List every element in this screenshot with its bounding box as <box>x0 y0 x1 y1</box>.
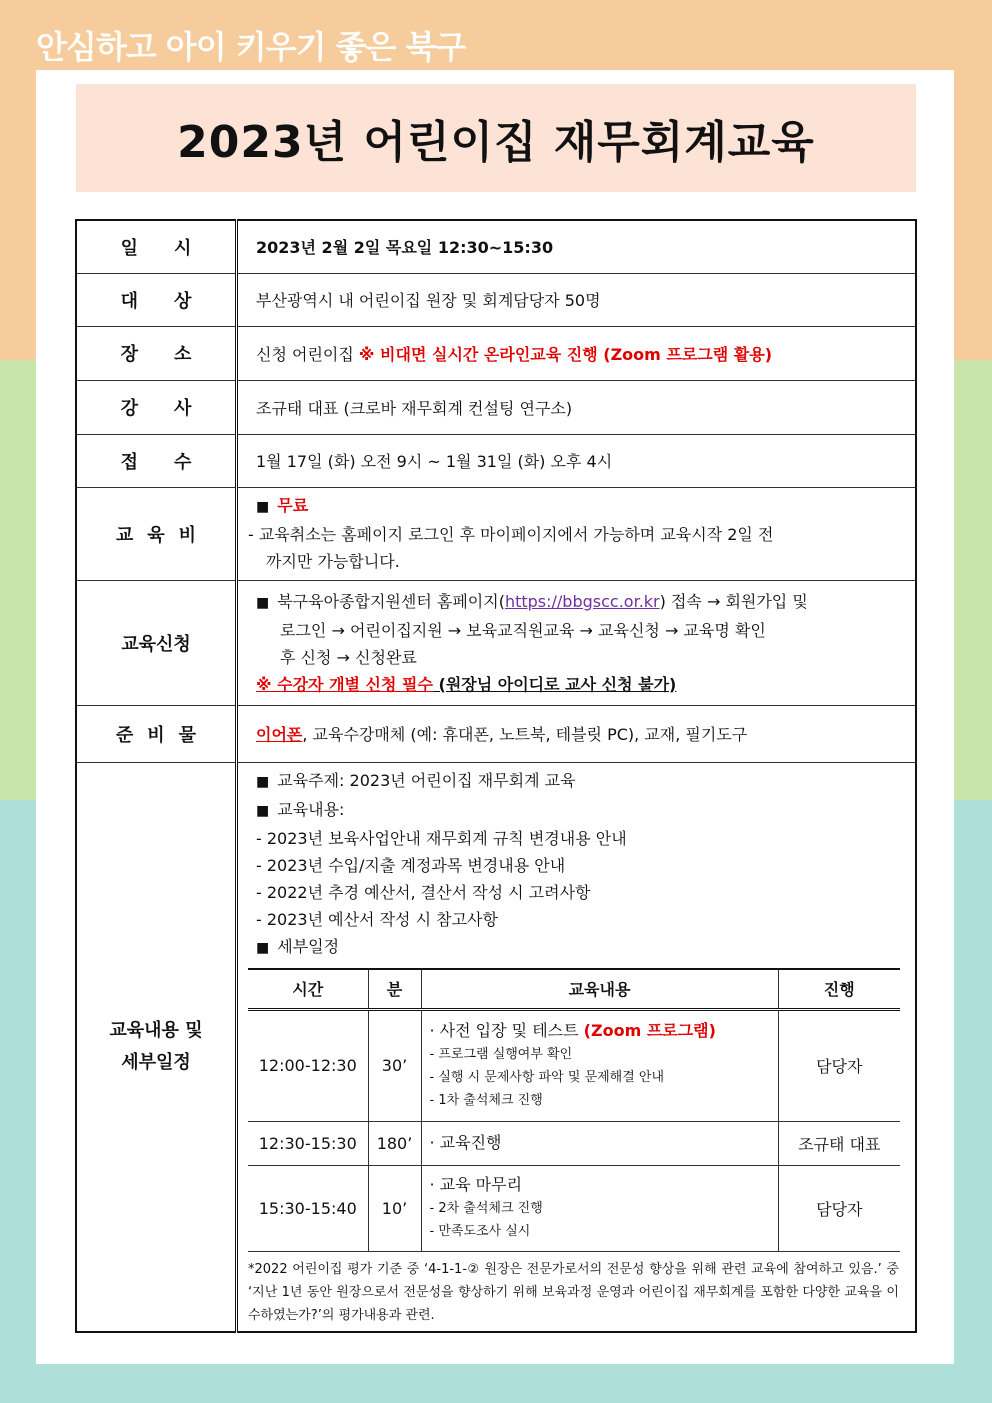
schedule-header-time: 시간 <box>248 969 368 1010</box>
schedule-header <box>248 969 900 1010</box>
value-reception: 1월 17일 (화) 오전 9시 ~ 1월 31일 (화) 오후 4시 <box>237 434 917 487</box>
content-item: - 2023년 보육사업안내 재무회계 규칙 변경내용 안내 <box>256 828 627 848</box>
fee-note-2: 까지만 가능합니다. <box>266 552 400 571</box>
title-box <box>76 84 916 192</box>
schedule-sub: - 1차 출석체크 진행 <box>429 1093 543 1108</box>
footnote: *2022 어린이집 평가 기준 중 ‘4-1-1-② 원장은 전문가로서의 전문성 향상을 위해 관련 교육에 참여하고 있음.’ 중 ‘지난 1년 동안 원장으로서 전문성을 향상하기 위해 보육과정 운영과 어린이집 재무회계를 포함한 다양한 교육을 이수하였는가?’의 평가내용과 관련. <box>248 1261 899 1323</box>
row-target <box>76 273 916 326</box>
row-content <box>76 762 916 1332</box>
square-bullet-icon: ■ <box>256 939 270 956</box>
apply-line2: 로그인 → 어린이집지원 → 보육교직원교육 → 교육신청 → 교육명 확인 <box>280 620 766 640</box>
schedule-main-red: (Zoom 프로그램) <box>583 1021 716 1040</box>
schedule-main: · 사전 입장 및 테스트 <box>429 1021 584 1040</box>
schedule-by: 담당자 <box>778 1165 900 1251</box>
label-content-2: 세부일정 <box>121 1051 191 1073</box>
content-item: - 2023년 수입/지출 계정과목 변경내용 안내 <box>256 855 566 875</box>
row-apply <box>76 580 916 705</box>
square-bullet-icon: ■ <box>256 773 270 790</box>
row-fee <box>76 487 916 580</box>
square-bullet-icon: ■ <box>256 594 270 611</box>
info-table <box>75 219 917 1333</box>
label-place: 장소 <box>76 326 237 380</box>
schedule-row <box>248 1165 900 1251</box>
value-fee <box>237 487 917 580</box>
schedule-time: 12:00-12:30 <box>248 1009 368 1121</box>
schedule-sub: - 실행 시 문제사항 파악 및 문제해결 안내 <box>429 1070 665 1085</box>
label-content <box>76 762 237 1332</box>
homepage-link[interactable]: https://bbgscc.or.kr <box>504 591 660 611</box>
schedule-min: 10’ <box>368 1165 421 1251</box>
schedule-by: 조규태 대표 <box>778 1121 900 1165</box>
fee-free: 무료 <box>277 496 309 515</box>
prep-rest: , 교육수강매체 (예: 휴대폰, 노트북, 테블릿 PC), 교재, 필기도구 <box>302 725 748 744</box>
label-target: 대상 <box>76 273 237 326</box>
prep-highlight: 이어폰 <box>256 725 303 744</box>
place-note: ※ 비대면 실시간 온라인교육 진행 (Zoom 프로그램 활용) <box>358 344 773 364</box>
row-instructor <box>76 380 916 434</box>
row-place <box>76 326 916 380</box>
schedule-time: 15:30-15:40 <box>248 1165 368 1251</box>
apply-warning: (원장님 아이디로 교사 신청 불가) <box>432 674 677 694</box>
value-date: 2023년 2월 2일 목요일 12:30~15:30 <box>237 220 917 273</box>
schedule-time: 12:30-15:30 <box>248 1121 368 1165</box>
label-content-1: 교육내용 및 <box>109 1019 203 1041</box>
value-target: 부산광역시 내 어린이집 원장 및 회계담당자 50명 <box>237 273 917 326</box>
schedule-header-by: 진행 <box>778 969 900 1010</box>
square-bullet-icon: ■ <box>256 802 270 819</box>
content-title: 교육내용: <box>277 799 345 819</box>
label-instructor: 강사 <box>76 380 237 434</box>
apply-line1-pre: 북구육아종합지원센터 홈페이지( <box>277 591 505 611</box>
schedule-row <box>248 1121 900 1165</box>
row-date <box>76 220 916 273</box>
apply-warning-red: ※ 수강자 개별 신청 필수 <box>256 674 433 694</box>
document-page <box>36 70 954 1364</box>
value-prep <box>237 705 917 762</box>
fee-note-1: - 교육취소는 홈페이지 로그인 후 마이페이지에서 가능하며 교육시작 2일 전 <box>248 525 774 544</box>
schedule-title: 세부일정 <box>277 936 340 956</box>
row-prep <box>76 705 916 762</box>
schedule-main: · 교육진행 <box>429 1133 502 1152</box>
schedule-min: 180’ <box>368 1121 421 1165</box>
apply-line1-post: ) 접속 → 회원가입 및 <box>659 591 808 611</box>
place-text: 신청 어린이집 <box>256 344 359 364</box>
schedule-main: · 교육 마무리 <box>429 1175 523 1194</box>
label-apply: 교육신청 <box>76 580 237 705</box>
slogan: 안심하고 아이 키우기 좋은 북구 <box>36 28 466 66</box>
label-reception: 접수 <box>76 434 237 487</box>
schedule-sub: - 2차 출석체크 진행 <box>429 1201 543 1216</box>
value-content <box>237 762 917 1332</box>
label-fee: 교육비 <box>76 487 237 580</box>
row-reception <box>76 434 916 487</box>
schedule-min: 30’ <box>368 1009 421 1121</box>
schedule-content <box>421 1165 778 1251</box>
label-date: 일시 <box>76 220 237 273</box>
square-bullet-icon: ■ <box>256 499 270 515</box>
schedule-sub: - 프로그램 실행여부 확인 <box>429 1047 573 1062</box>
schedule-header-content: 교육내용 <box>421 969 778 1010</box>
apply-line3: 후 신청 → 신청완료 <box>280 647 417 667</box>
value-instructor: 조규태 대표 (크로바 재무회계 컨설팅 연구소) <box>237 380 917 434</box>
page-title: 2023년 어린이집 재무회계교육 <box>177 117 815 168</box>
schedule-table <box>248 968 900 1252</box>
schedule-content <box>421 1121 778 1165</box>
schedule-sub: - 만족도조사 실시 <box>429 1224 531 1239</box>
content-item: - 2023년 예산서 작성 시 참고사항 <box>256 909 498 929</box>
value-place <box>237 326 917 380</box>
schedule-header-min: 분 <box>368 969 421 1010</box>
schedule-row <box>248 1009 900 1121</box>
content-topic: 교육주제: 2023년 어린이집 재무회계 교육 <box>277 770 576 790</box>
schedule-by: 담당자 <box>778 1009 900 1121</box>
content-item: - 2022년 추경 예산서, 결산서 작성 시 고려사항 <box>256 882 591 902</box>
schedule-content <box>421 1009 778 1121</box>
value-apply <box>237 580 917 705</box>
label-prep: 준비물 <box>76 705 237 762</box>
